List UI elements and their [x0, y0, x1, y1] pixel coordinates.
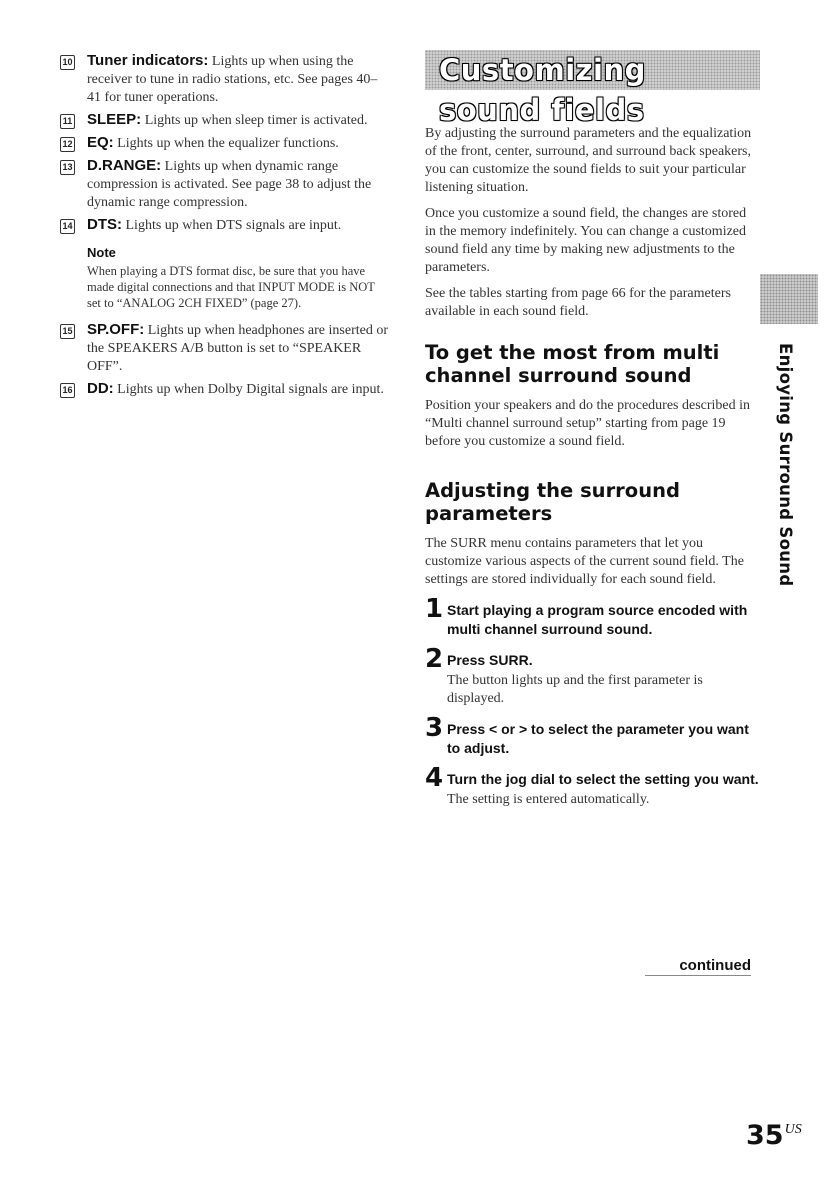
- indicator-item-13: [60, 157, 390, 212]
- step-3: [425, 713, 760, 758]
- step-number: 1: [425, 594, 444, 624]
- item-title: SLEEP:: [87, 111, 142, 128]
- step-title: Turn the jog dial to select the setting you want.: [447, 771, 759, 787]
- left-column: [60, 52, 390, 403]
- chapter-tab-label: Enjoying Surround Sound: [776, 343, 795, 587]
- item-number-badge: 10: [60, 55, 75, 70]
- item-description: Lights up when dynamic range compression is activated. See page 38 to adjust the dynamic range compression.: [87, 159, 372, 210]
- intro-paragraph: By adjusting the surround parameters and the equalization of the front, center, surround, and surround back speakers, you can customize the sound fields to suit your particular listening situation.: [425, 126, 752, 195]
- item-number-badge: 15: [60, 324, 75, 339]
- continued-label: continued: [645, 957, 751, 976]
- item-title: EQ:: [87, 134, 114, 151]
- item-title: D.RANGE:: [87, 157, 162, 174]
- step-title: Press SURR.: [447, 652, 533, 668]
- indicator-item-16: [60, 380, 390, 399]
- step-4: [425, 763, 760, 809]
- page-number-value: 35: [746, 1120, 784, 1151]
- step-1: [425, 594, 760, 639]
- sub-paragraph: Position your speakers and do the procedures described in “Multi channel surround setup” starting from page 19 before you customize a sound field.: [425, 398, 751, 449]
- item-description: Lights up when DTS signals are input.: [125, 218, 342, 233]
- indicator-item-14: [60, 216, 390, 235]
- item-title: SP.OFF:: [87, 321, 145, 338]
- note-text: When playing a DTS format disc, be sure that you have made digital connections and that INPUT MODE is NOT set to “ANALOG 2CH FIXED” (page 27).: [87, 264, 375, 310]
- step-number: 2: [425, 644, 444, 674]
- step-text: The button lights up and the first parameter is displayed.: [447, 673, 703, 706]
- item-description: Lights up when using the receiver to tune in radio stations, etc. See pages 40–41 for tuner operations.: [87, 54, 378, 105]
- step-2: [425, 644, 760, 708]
- step-title: Press < or > to select the parameter you want to adjust.: [447, 721, 749, 756]
- indicator-item-15: [60, 321, 390, 376]
- page-number-suffix: US: [784, 1122, 802, 1137]
- indicator-item-10: [60, 52, 390, 107]
- indicator-item-12: [60, 134, 390, 153]
- note-title: Note: [87, 245, 116, 260]
- item-number-badge: 13: [60, 160, 75, 175]
- intro-paragraph: See the tables starting from page 66 for the parameters available in each sound field.: [425, 286, 731, 319]
- step-title: Start playing a program source encoded with multi channel surround sound.: [447, 602, 748, 637]
- step-text: The setting is entered automatically.: [447, 792, 650, 807]
- chapter-tab-marker: [760, 274, 818, 324]
- item-number-badge: 11: [60, 114, 75, 129]
- sub-paragraph: The SURR menu contains parameters that let you customize various aspects of the current sound field. The settings are stored individually for each sound field.: [425, 536, 744, 587]
- note-block: [60, 245, 390, 311]
- intro-paragraph: Once you customize a sound field, the changes are stored in the memory indefinitely. You can change a customized sound field any time by making new adjustments to the parameters.: [425, 206, 747, 275]
- item-title: DTS:: [87, 216, 122, 233]
- item-description: Lights up when sleep timer is activated.: [144, 113, 368, 128]
- right-column: [425, 50, 760, 809]
- sub-heading-surround-parameters: Adjusting the surround parameters: [425, 479, 680, 525]
- item-number-badge: 16: [60, 383, 75, 398]
- item-description: Lights up when headphones are inserted or the SPEAKERS A/B button is set to “SPEAKER OFF”.: [87, 323, 388, 374]
- section-title-banner: Customizing sound fields: [425, 50, 760, 90]
- item-title: Tuner indicators:: [87, 52, 209, 69]
- item-number-badge: 12: [60, 137, 75, 152]
- item-title: DD:: [87, 380, 114, 397]
- indicator-item-11: [60, 111, 390, 130]
- item-number-badge: 14: [60, 219, 75, 234]
- item-description: Lights up when the equalizer functions.: [117, 136, 339, 151]
- sub-heading-multi-channel: To get the most from multi channel surround sound: [425, 341, 720, 387]
- step-number: 3: [425, 713, 444, 743]
- item-description: Lights up when Dolby Digital signals are input.: [117, 382, 384, 397]
- step-number: 4: [425, 763, 444, 793]
- page-number: [746, 1120, 802, 1151]
